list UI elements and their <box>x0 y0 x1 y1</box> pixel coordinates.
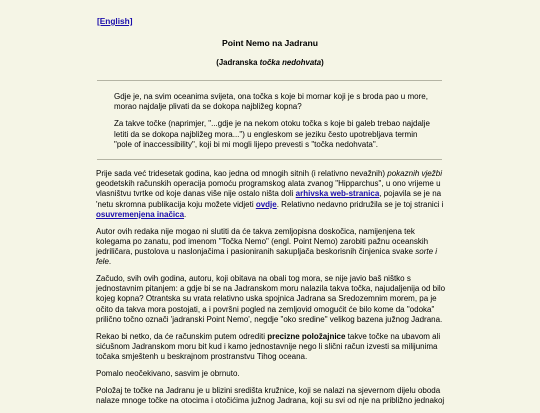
quote-paragraph-1: Gdje je, na svim oceanima svijeta, ona točka s koje bi mornar koji je s broda pao u more, morao najdalje plivati da se dokopa najbližeg kopna? <box>114 92 428 112</box>
paragraph-history: Prije sada već tridesetak godina, kao jedna od mnogih sitnih (i relativno nevažnih) pokaznih vježbi geodetskih računskih operacija pomoću programskog alata zvanog "Hipparchus", u ono vrijeme u vlasništvu tvrtke od koje danas više nije ostalo ništa doli arhivska web-stranica, pojavila se je na 'netu skromna publikacija koju možete vidjeti ovdje. Relativno nedavno pridružila se je toj stranici i osuvremenjena inačica. <box>96 169 444 219</box>
page-subtitle: (Jadranska točka nedohvata) <box>216 58 324 67</box>
paragraph-unexpected: Pomalo neočekivano, sasvim je obrnuto. <box>96 368 240 378</box>
archive-web-page-link[interactable]: arhivska web-stranica <box>295 189 380 199</box>
language-switch <box>97 16 133 26</box>
paragraph-position: Položaj te točke na Jadranu je u blizini središta kružnice, koji se nalazi na sjevernom dijelu oboda nalaze mnoge točke na otocima i otočićima južnog Jadrana, koji su svi od nje na približno jednakoj <box>96 385 445 405</box>
english-link[interactable]: [English] <box>97 16 133 26</box>
subtitle-italic: točka nedohvata <box>259 58 322 67</box>
quote-paragraph-2: Za takve točke (naprimjer, "...gdje je na nekom otoku točka s koje bi galeb trebao najdalje letiti da se dokopa najbližeg mora...") u engleskom se jeziku često upotrebljava termin "pole of inaccessibility", koji bi mi mogli lijepo prevesti s "točka nedohvata". <box>114 119 430 149</box>
intro-quote <box>114 92 430 157</box>
top-divider <box>97 80 442 81</box>
article-body <box>96 169 446 413</box>
paragraph-calculation: Rekao bi netko, da će računskim putem odrediti precizne položajnice takve točke na ubavom ali sićušnom Jadranskom moru bit kud i kamo jednostavnije nego li slični račun izvesti sa milijunima točaka smještenh u beskrajnom prostranstvu Tihog oceana. <box>96 331 441 362</box>
paragraph-point-nemo: Autor ovih redaka nije mogao ni slutiti da će takva zemljopisna doskočica, namijenjena tek kolegama po zanatu, pod imenom "Točka Nemo" (engl. Point Nemo) zarobiti pažnu oceanskih jedriličara, pustolova u naslonjačima i pasioniranih sakupljača beskorisnih činjenica svake sorte i fele. <box>96 226 438 267</box>
here-link[interactable]: ovdje <box>255 199 277 209</box>
paragraph-adriatic-question: Začudo, svih ovih godina, autoru, koji obitava na obali tog mora, se nije javio baš ništko s jednostavnim pitanjem: a gdje bi se na Jadranskom moru nalazila takva točka, najudaljenija od bilo kojeg kopna? Otrantska su vrata relativno uska spojnica Jadrana sa Sredozemnim morem, pa je očito da takva mora postojati, a i površni pogled na zemljovid omogućit će bilo kome da "odoka" prilično točno označi 'jadranski Point Nemo', negdje "oko sredine" velikog bazena južnog Jadrana. <box>96 274 446 324</box>
updated-version-link[interactable]: osuvremenjena inačica <box>96 209 185 219</box>
page-title: Point Nemo na Jadranu <box>222 38 318 48</box>
bottom-divider <box>97 159 442 160</box>
